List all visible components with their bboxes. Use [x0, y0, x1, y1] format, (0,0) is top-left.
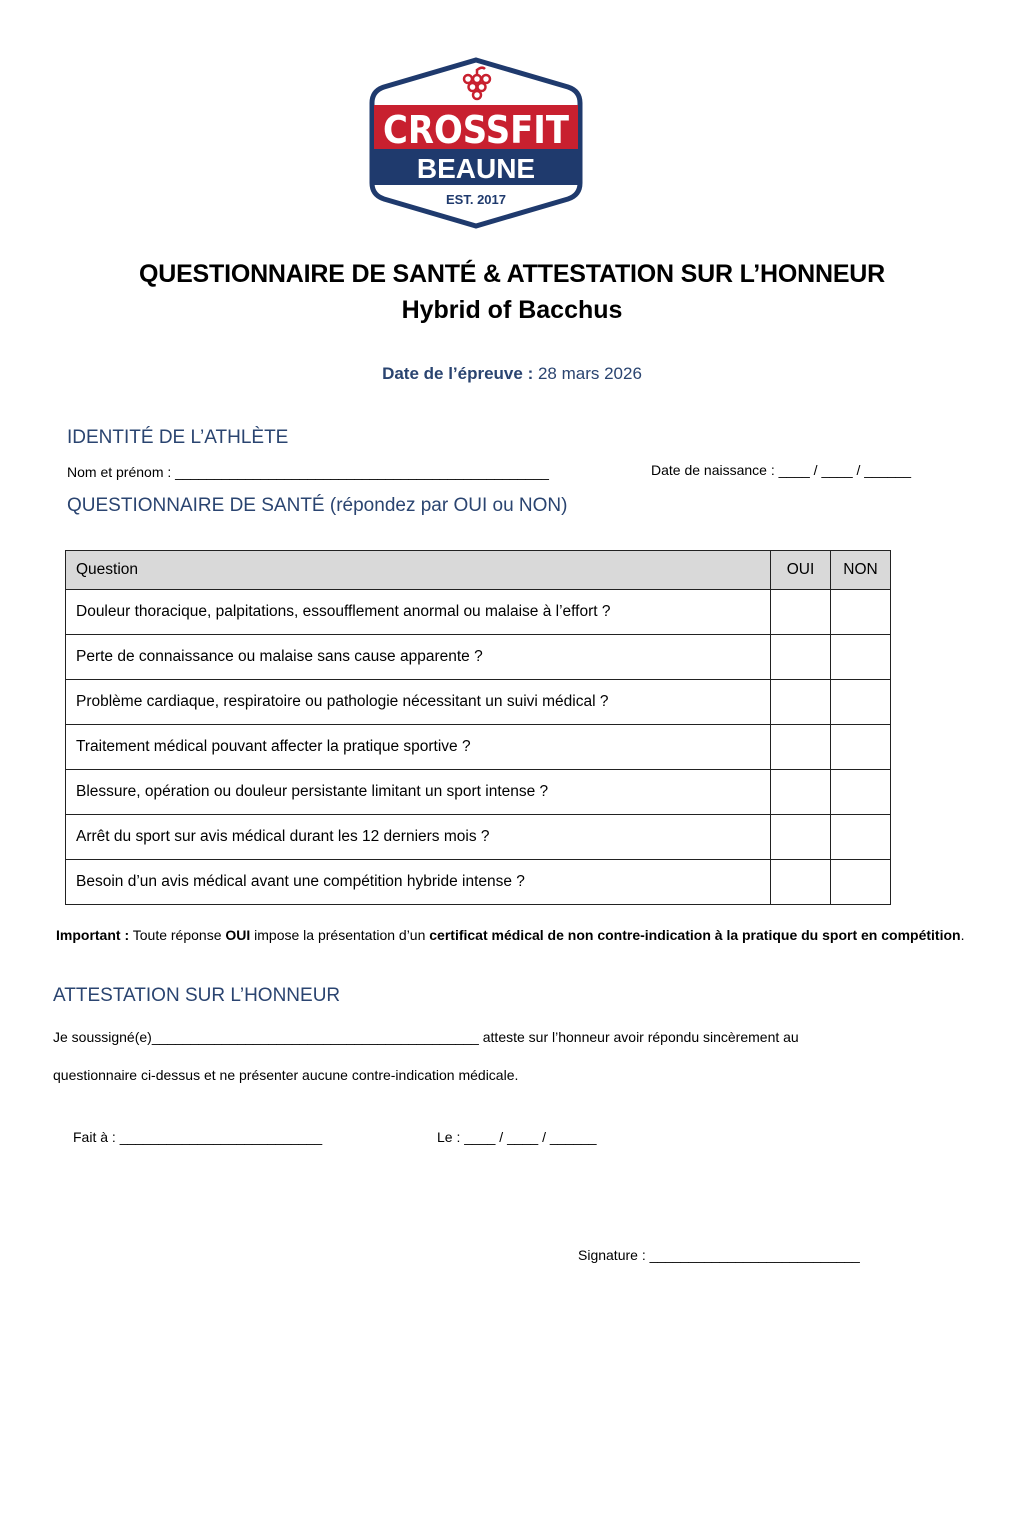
sign-date-field[interactable]: [437, 1129, 597, 1145]
table-row: [66, 725, 891, 770]
signature-label: Signature :: [578, 1247, 646, 1263]
attestation-text: Je soussigné(e): [53, 1029, 152, 1045]
non-checkbox-cell[interactable]: [831, 725, 891, 770]
attestation-heading: ATTESTATION SUR L’HONNEUR: [53, 985, 341, 1006]
attestation-text: atteste sur l’honneur avoir répondu sincèrement au: [478, 1029, 799, 1045]
table-row: [66, 590, 891, 635]
non-checkbox-cell[interactable]: [831, 680, 891, 725]
non-checkbox-cell[interactable]: [831, 590, 891, 635]
svg-text:EST. 2017: EST. 2017: [446, 192, 506, 207]
question-text: Douleur thoracique, palpitations, essoufflement anormal ou malaise à l’effort ?: [66, 590, 771, 635]
signature-blank[interactable]: ___________________________: [649, 1247, 860, 1263]
important-text: .: [960, 927, 965, 943]
event-date-label: Date de l’épreuve :: [382, 364, 534, 383]
important-text: impose la présentation d’un: [250, 927, 430, 943]
name-blank[interactable]: ________________________________________________: [175, 464, 549, 480]
column-header-question: Question: [66, 551, 771, 590]
event-name: Hybrid of Bacchus: [401, 296, 623, 324]
table-row: [66, 635, 891, 680]
table-row: [66, 770, 891, 815]
sign-date-blank[interactable]: ____ / ____ / ______: [464, 1129, 597, 1145]
table-header-row: [66, 551, 891, 590]
question-text: Arrêt du sport sur avis médical durant les 12 derniers mois ?: [66, 815, 771, 860]
questionnaire-heading-note: (répondez par OUI ou NON): [329, 495, 568, 516]
important-notice: [56, 926, 986, 945]
question-text: Perte de connaissance ou malaise sans cause apparente ?: [66, 635, 771, 680]
page-title: QUESTIONNAIRE DE SANTÉ & ATTESTATION SUR L’HONNEUR: [138, 260, 886, 288]
non-checkbox-cell[interactable]: [831, 860, 891, 905]
important-label: Important :: [56, 927, 130, 943]
column-header-non: NON: [831, 551, 891, 590]
identity-heading: IDENTITÉ DE L’ATHLÈTE: [67, 427, 289, 448]
questionnaire-heading: [67, 495, 567, 517]
svg-text:CROSSFIT: CROSSFIT: [383, 108, 570, 152]
important-text: Toute réponse: [129, 927, 226, 943]
attestation-line-2: questionnaire ci-dessus et ne présenter aucune contre-indication médicale.: [53, 1067, 519, 1083]
non-checkbox-cell[interactable]: [831, 635, 891, 680]
question-text: Blessure, opération ou douleur persistante limitant un sport intense ?: [66, 770, 771, 815]
table-row: [66, 680, 891, 725]
oui-checkbox-cell[interactable]: [771, 725, 831, 770]
name-field[interactable]: [67, 464, 549, 480]
important-certificate: certificat médical de non contre-indication à la pratique du sport en compétition: [429, 927, 961, 943]
column-header-oui: OUI: [771, 551, 831, 590]
birthdate-label: Date de naissance :: [651, 462, 775, 478]
oui-checkbox-cell[interactable]: [771, 770, 831, 815]
health-questionnaire-table: [65, 550, 891, 905]
oui-checkbox-cell[interactable]: [771, 590, 831, 635]
birthdate-field[interactable]: [651, 462, 911, 478]
question-text: Besoin d’un avis médical avant une compétition hybride intense ?: [66, 860, 771, 905]
place-field[interactable]: [73, 1129, 322, 1145]
signature-field[interactable]: [578, 1247, 860, 1263]
important-oui: OUI: [225, 927, 251, 943]
sign-date-label: Le :: [437, 1129, 461, 1145]
crossfit-beaune-logo: [368, 57, 584, 229]
non-checkbox-cell[interactable]: [831, 815, 891, 860]
table-row: [66, 815, 891, 860]
oui-checkbox-cell[interactable]: [771, 815, 831, 860]
name-label: Nom et prénom :: [67, 464, 172, 480]
event-date-value: 28 mars 2026: [537, 364, 642, 383]
birthdate-blank[interactable]: ____ / ____ / ______: [778, 462, 911, 478]
question-text: Problème cardiaque, respiratoire ou pathologie nécessitant un suivi médical ?: [66, 680, 771, 725]
non-checkbox-cell[interactable]: [831, 770, 891, 815]
place-label: Fait à :: [73, 1129, 116, 1145]
table-row: [66, 860, 891, 905]
svg-text:BEAUNE: BEAUNE: [416, 153, 536, 184]
attestation-line-1: [53, 1029, 799, 1045]
signer-name-blank[interactable]: __________________________________________: [151, 1029, 479, 1045]
oui-checkbox-cell[interactable]: [771, 860, 831, 905]
event-date: [0, 364, 1024, 384]
oui-checkbox-cell[interactable]: [771, 635, 831, 680]
question-text: Traitement médical pouvant affecter la pratique sportive ?: [66, 725, 771, 770]
oui-checkbox-cell[interactable]: [771, 680, 831, 725]
place-blank[interactable]: __________________________: [119, 1129, 323, 1145]
questionnaire-heading-main: QUESTIONNAIRE DE SANTÉ: [67, 495, 325, 516]
